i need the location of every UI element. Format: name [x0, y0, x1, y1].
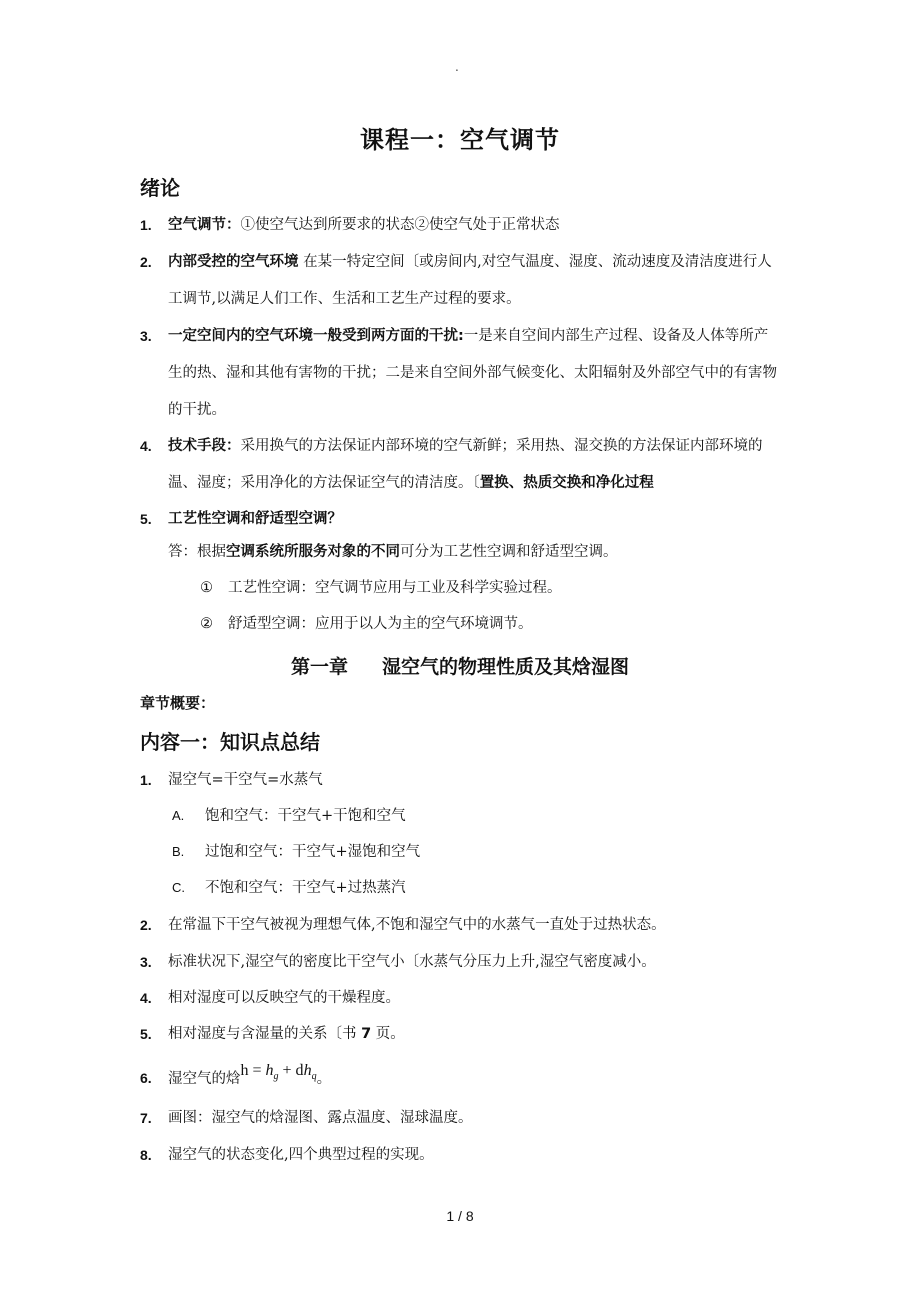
air-type-a: A. 饱和空气：干空气+干饱和空气 — [172, 808, 406, 824]
item-term: 技术手段： — [168, 438, 241, 454]
page-number: 1 / 8 — [446, 1208, 474, 1224]
page-title: 课程一：空气调节 — [360, 126, 560, 154]
point-3: 3. 标准状况下,湿空气的密度比干空气小〔水蒸气分压力上升,湿空气密度减小。 — [140, 954, 656, 970]
item-text: ①使空气达到所要求的状态②使空气处于正常状态 — [240, 217, 560, 233]
sub-item-1: ① 工艺性空调：空气调节应用与工业及科学实验过程。 — [200, 580, 562, 596]
point-2: 2. 在常温下干空气被视为理想气体,不饱和湿空气中的水蒸气一直处于过热状态。 — [140, 917, 666, 933]
item-number: 3. — [140, 328, 152, 344]
item-emphasis: 置换、热质交换和净化过程 — [479, 475, 654, 491]
intro-item-2 — [140, 244, 780, 318]
header-mark: . — [455, 60, 459, 74]
intro-item-3 — [140, 318, 780, 429]
chapter-title: 第一章 湿空气的物理性质及其焓湿图 — [290, 656, 630, 678]
item-number: 2. — [140, 254, 152, 270]
air-type-b: B. 过饱和空气：干空气+湿饱和空气 — [172, 844, 421, 860]
item-term: 空气调节： — [168, 217, 241, 233]
content-heading: 内容一：知识点总结 — [140, 730, 320, 754]
point-1: 1. 湿空气=干空气=水蒸气 — [140, 772, 323, 788]
intro-item-1 — [140, 207, 780, 244]
item-number: 4. — [140, 438, 152, 454]
point-5: 5. 相对湿度与含湿量的关系〔书 7 页。 — [140, 1026, 405, 1042]
answer-emphasis: 空调系统所服务对象的不同 — [226, 544, 400, 560]
enthalpy-formula: $h = h_g + dh_q$ — [240, 1062, 317, 1083]
intro-heading: 绪论 — [140, 176, 180, 200]
item-text: 在某一特定空间〔或房间内,对空气温度、湿度、流动速度及清洁度进行人工调节,以满足人们工作、生活和工艺生产过程的要求。 — [168, 254, 772, 307]
sub-item-2: ② 舒适型空调：应用于以人为主的空气环境调节。 — [200, 616, 533, 632]
point-4: 4. 相对湿度可以反映空气的干燥程度。 — [140, 990, 400, 1006]
point-8: 8. 湿空气的状态变化,四个典型过程的实现。 — [140, 1147, 434, 1163]
point-6: 6. 湿空气的焓$h = h_g + dh_q$。 — [140, 1062, 332, 1087]
intro-item-5 — [140, 501, 780, 538]
answer-line: 答：根据空调系统所服务对象的不同可分为工艺性空调和舒适型空调。 — [168, 544, 618, 560]
item-number: 5. — [140, 511, 152, 527]
chapter-overview-label: 章节概要： — [140, 694, 216, 712]
air-type-c: C. 不饱和空气：干空气+过热蒸汽 — [172, 880, 406, 896]
item-text: 一是来自空间内部生产过程、设备及人体等所产生的热、湿和其他有害物的干扰；二是来自空间外部气候变化、太阳辐射及外部空气中的有害物的干扰。 — [168, 328, 777, 418]
page-ref: 7 — [361, 1026, 372, 1042]
item-term: 工艺性空调和舒适型空调？ — [168, 511, 342, 527]
intro-item-4 — [140, 428, 780, 502]
item-text: 采用换气的方法保证内部环境的空气新鲜；采用热、湿交换的方法保证内部环境的温、湿度；采用净化的方法保证空气的清洁度。〔 — [168, 438, 763, 491]
item-term: 一定空间内的空气环境一般受到两方面的干扰: — [168, 328, 464, 344]
item-number: 1. — [140, 217, 152, 233]
point-7: 7. 画图：湿空气的焓湿图、露点温度、湿球温度。 — [140, 1110, 473, 1126]
item-term: 内部受控的空气环境 — [168, 254, 299, 270]
